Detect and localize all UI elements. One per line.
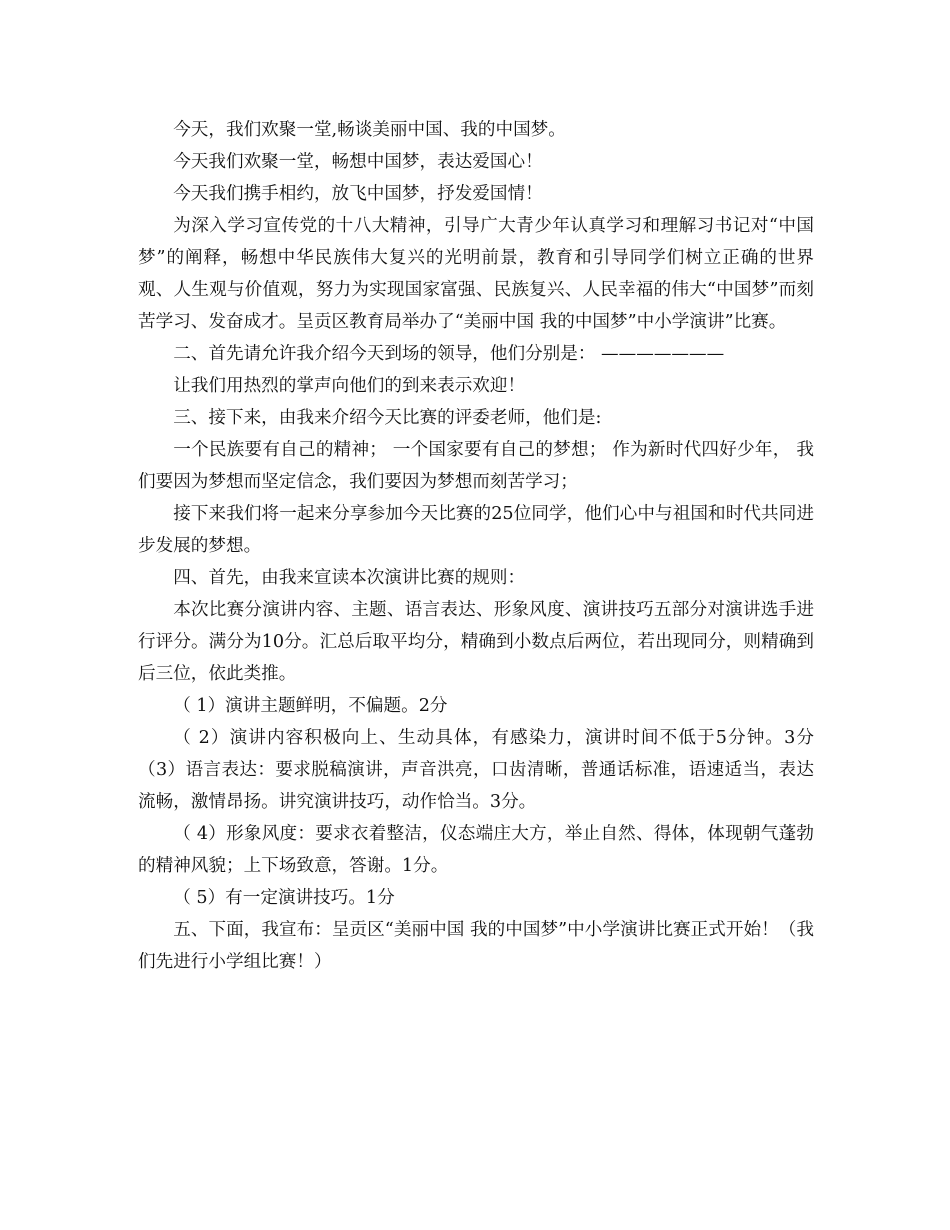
paragraph-10: 四、首先，由我来宣读本次演讲比赛的规则： — [173, 568, 526, 588]
paragraph-15: （ 5）有一定演讲技巧。1分 — [173, 888, 395, 908]
paragraph-2: 今天我们欢聚一堂，畅想中国梦，表达爱国心！ — [173, 152, 543, 172]
paragraph-1: 今天，我们欢聚一堂,畅谈美丽中国、我的中国梦。 — [173, 120, 566, 140]
document-body — [138, 114, 814, 978]
paragraph-8: 一个民族要有自己的精神； 一个国家要有自己的梦想； 作为新时代四好少年， 我们要因为梦想而坚定信念，我们要因为梦想而刻苦学习； — [138, 440, 814, 492]
paragraph-13: （ 2）演讲内容积极向上、生动具体，有感染力，演讲时间不低于5分钟。3分 （3）语言表达：要求脱稿演讲，声音洪亮，口齿清晰，普通话标准，语速适当，表达流畅，激情昂扬。讲究演讲技巧，动作恰当。3分。 — [138, 728, 814, 812]
paragraph-9: 接下来我们将一起来分享参加今天比赛的25位同学，他们心中与祖国和时代共同进步发展的梦想。 — [138, 504, 814, 556]
paragraph-7: 三、接下来，由我来介绍今天比赛的评委老师，他们是: — [173, 408, 602, 428]
paragraph-3: 今天我们携手相约，放飞中国梦，抒发爱国情！ — [173, 184, 543, 204]
paragraph-16: 五、下面，我宣布：呈贡区“美丽中国 我的中国梦”中小学演讲比赛正式开始！（我们先进行小学组比赛！） — [138, 920, 814, 972]
paragraph-12: （ 1）演讲主题鲜明，不偏题。2分 — [173, 696, 448, 716]
paragraph-11: 本次比赛分演讲内容、主题、语言表达、形象风度、演讲技巧五部分对演讲选手进行评分。满分为10分。汇总后取平均分，精确到小数点后两位，若出现同分，则精确到后三位，依此类推。 — [138, 600, 814, 684]
paragraph-4: 为深入学习宣传党的十八大精神，引导广大青少年认真学习和理解习书记对“中国梦”的阐释，畅想中华民族伟大复兴的光明前景，教育和引导同学们树立正确的世界观、人生观与价值观，努力为实现国家富强、民族复兴、人民幸福的伟大“中国梦”而刻苦学习、发奋成才。呈贡区教育局举办了“美丽中国 我的中国梦”中小学演讲”比赛。 — [138, 216, 814, 332]
paragraph-6: 让我们用热烈的掌声向他们的到来表示欢迎！ — [173, 376, 526, 396]
paragraph-5: 二、首先请允许我介绍今天到场的领导，他们分别是： ——————— — [173, 344, 725, 364]
paragraph-14: （ 4）形象风度：要求衣着整洁，仪态端庄大方，举止自然、得体，体现朝气蓬勃的精神风貌；上下场致意，答谢。1分。 — [138, 824, 814, 876]
